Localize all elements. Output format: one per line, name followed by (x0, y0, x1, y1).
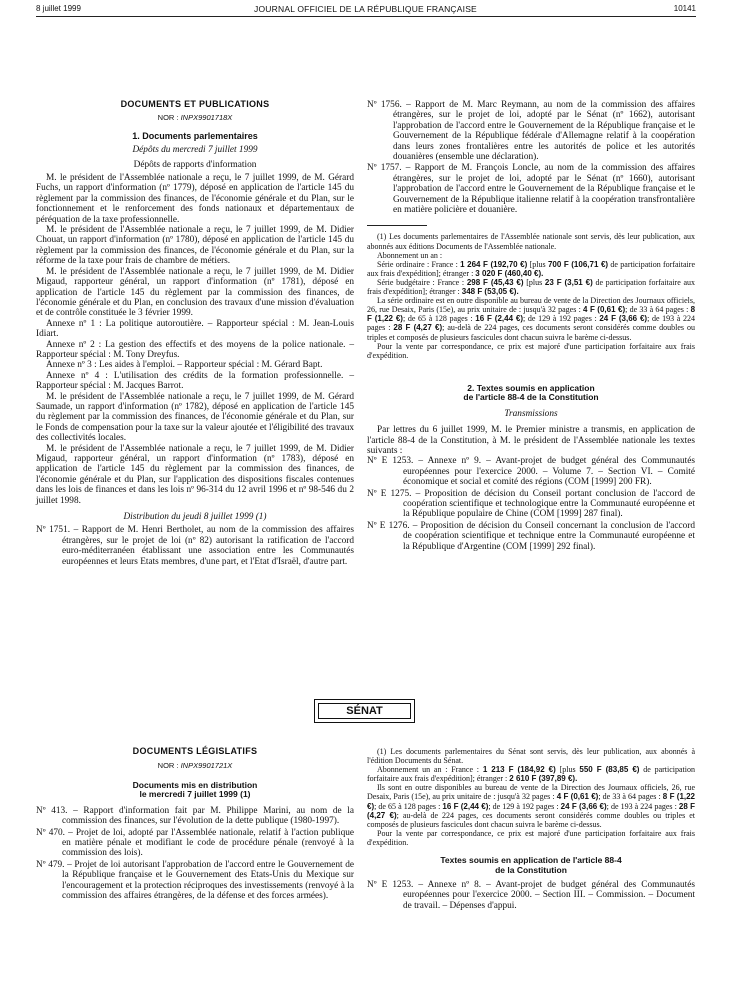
an-footnote: (1) Les documents parlementaires de l'Assemblée nationale sont servis, dès leur publication, aux abonnés aux éditions Documents de l'Assemblée nationale. Abonnement un an : Série ordinaire : France : 1 264 F (192,70 €) [plus 700 F (106,71 €) de participation forfaitaire aux frais d'expédition]; étranger : 3 020 F (460,40 €). Série budgétaire : France : 298 F (45,43 €) [plus 23 F (3,51 €) de participation forfaitaire aux frais d'expédition]; étranger : 348 F (53,05 €). La série ordinaire est en outre disponible au bureau de vente de la Direction des Journaux officiels, 26, rue Desaix, Paris (15e), au prix unitaire de : jusqu'à 32 pages : 4 F (0,61 €); de 33 à 64 pages : 8 F (1,22 €); de 65 à 128 pages : 16 F (2,44 €); de 129 à 192 pages : 24 F (3,66 €); de 193 à 224 pages : 28 F (4,27 €); au-delà de 224 pages, ces documents seront considérés comme doubles ou triples et composés de plusieurs fascicules dont chacun suivra le barème ci-dessus. Pour la vente par correspondance, ce prix est majoré d'une participation forfaitaire aux frais d'expédition. (367, 232, 696, 360)
senat-nor: NOR : INPX9901721X (157, 761, 233, 771)
transmissions-paragraph: Par lettres du 6 juillet 1999, M. le Premier ministre a transmis, en application de l'article 88-4 de la Constitution, à M. le président de l'Assemblée nationale les textes suivants : (367, 425, 695, 456)
senat-item: Nº 470. – Projet de loi, adopté par l'Assemblée nationale, relatif à l'action publique en matière pénale et modifiant le code de procédure pénale (renvoyé à la commission des lois). (36, 827, 354, 859)
header-date: 8 juillet 1999 (36, 4, 81, 13)
header-page-number: 10141 (673, 4, 696, 13)
an-distribution-date: Distribution du jeudi 8 juillet 1999 (1) (123, 512, 267, 523)
senat-transmission-item: Nº E 1253. – Annexe nº 8. – Avant-projet de budget général des Communautés européennes pour l'exercice 2000. – Section III. – Commission. – Document de travail. – Dépenses d'appui. (367, 880, 695, 911)
an-section-1-heading: 1. Documents parlementaires (132, 130, 258, 141)
senat-item: Nº 479. – Projet de loi autorisant l'approbation de l'accord entre le Gouvernement de la République française et le Gouvernement des Etats-Unis du Mexique sur l'encouragement et la protection réciproques des investissements (renvoyé à la commission des affaires étrangères, de la défense et des forces armées). (36, 859, 354, 902)
an-paragraph: M. le président de l'Assemblée nationale a reçu, le 7 juillet 1999, de M. Didier Chouat, un rapport d'information (nº 1780), déposé en application de l'article 145 du règlement par la commission des finances, de l'économie générale et du Plan, sur la réforme de la taxe pour frais de chambre de métiers. (36, 225, 354, 267)
senat-distribution-heading: Documents mis en distribution le mercredi 7 juillet 1999 (1) (132, 779, 258, 800)
senat-footnote: (1) Les documents parlementaires du Sénat sont servis, dès leur publication, aux abonnés à l'édition Documents du Sénat. Abonnement un an : France : 1 213 F (184,92 €) [plus 550 F (83,85 €) de participation forfaitaire aux frais d'expédition]; étranger : 2 610 F (397,89 €). Ils sont en outre disponibles au bureau de vente de la Direction des Journaux officiels, 26, rue Desaix, Paris (15e), au prix unitaire de : jusqu'à 32 pages : 4 F (0,61 €); de 33 à 64 pages : 8 F (1,22 €); de 65 à 128 pages : 16 F (2,44 €); de 129 à 192 pages : 24 F (3,66 €); de 193 à 224 pages : 28 F (4,27 €); au-delà de 224 pages, ces documents seront considérés comme doubles ou triples et composés de plusieurs fascicules dont chacun suivra le barème ci-dessus. Pour la vente par correspondance, ce prix est majoré d'une participation forfaitaire aux frais d'expédition. (367, 747, 696, 847)
senat-section-88-4-heading: Textes soumis en application de l'article 88-4 de la Constitution (440, 855, 622, 875)
header-rule (36, 16, 696, 17)
an-depot-date: Dépôts du mercredi 7 juillet 1999 (132, 145, 258, 156)
transmission-item: Nº E 1275. – Proposition de décision du Conseil portant conclusion de l'accord de coopération scientifique et technologique entre la Communauté européenne et la République populaire de Chine (COM [1999] 287 final). (367, 488, 696, 520)
an-title: DOCUMENTS ET PUBLICATIONS (120, 99, 270, 109)
an-paragraph: Annexe nº 2 : La gestion des effectifs et des moyens de la police nationale. – Rapporteur spécial : M. Tony Dreyfus. (36, 339, 354, 360)
an-paragraph: M. le président de l'Assemblée nationale a reçu, le 7 juillet 1999, de M. Didier Migaud, rapporteur général, un rapport d'information (nº 1783), déposé en application de l'article 145 du règlement par la commission des finances, de l'économie générale et du Plan, sur l'application des dispositions fiscales contenues dans les lois de finances et dans les lois nº 96-314 du 12 avril 1996 et nº 98-546 du 2 juillet 1998. (36, 443, 354, 506)
senat-right-column (367, 747, 695, 912)
distribution-item: Nº 1751. – Rapport de M. Henri Bertholet, au nom de la commission des affaires étrangères, sur le projet de loi (nº 82) autorisant la ratification de l'accord euro-méditerranéen établissant une association entre les Communautés européennes et leurs Etats membres, d'une part, et l'Etat d'Israël, d'autre part. (36, 525, 354, 567)
an-section-2-heading: 2. Textes soumis en application de l'article 88-4 de la Constitution (463, 382, 599, 403)
an-paragraph: Annexe nº 4 : L'utilisation des crédits de la formation professionnelle. – Rapporteur spécial : M. Jacques Barrot. (36, 370, 354, 392)
an-nor: NOR : INPX9901718X (157, 113, 233, 123)
transmission-item: Nº E 1253. – Annexe nº 9. – Avant-projet de budget général des Communautés européennes pour l'exercice 2000. – Volume 7. – Section VI. – Comité économique et social et comité des régions (COM [1999] 200 FR). (367, 456, 695, 488)
distribution-item: Nº 1757. – Rapport de M. François Loncle, au nom de la commission des affaires étrangères, sur le projet de loi, adopté par le Sénat (nº 1660), autorisant l'approbation de l'accord entre le Gouvernement de la République française et le Gouvernement de la République italienne relatif à la coopération transfrontalière en matière policière et douanière. (367, 163, 696, 216)
transmissions-heading: Transmissions (504, 408, 558, 419)
senat-item: Nº 413. – Rapport d'information fait par M. Philippe Marini, au nom de la commission des finances, sur l'évolution de la dette publique (1980-1997). (36, 805, 355, 827)
header-journal-title: JOURNAL OFFICIEL DE LA RÉPUBLIQUE FRANÇAISE (254, 4, 477, 14)
footnote-rule (367, 225, 427, 226)
senat-title: DOCUMENTS LÉGISLATIFS (132, 746, 258, 756)
senat-left-column (36, 746, 354, 902)
an-right-column (367, 100, 695, 553)
page-header (0, 0, 731, 17)
an-left-column (36, 99, 354, 568)
an-paragraph: M. le président de l'Assemblée nationale a reçu, le 7 juillet 1999, de M. Gérard Saumade, un rapport d'information (nº 1782), déposé en application de l'article 145 du règlement par la commission des finances, de l'économie générale et du Plan, sur le Fonds de compensation pour la taxe sur la valeur ajoutée et l'éligibilité des travaux des collectivités locales. (36, 391, 354, 444)
an-paragraph: Annexe nº 1 : La politique autoroutière. – Rapporteur spécial : M. Jean-Louis Idiart. (36, 318, 354, 340)
an-paragraph: M. le président de l'Assemblée nationale a reçu, le 7 juillet 1999, de M. Didier Migaud, rapporteur général, un rapport d'information (nº 1781), déposé en application de l'article 145 du règlement par la commission des finances, de l'économie générale et du Plan, en conclusion des travaux d'une mission d'évaluation et de contrôle constituée le 3 février 1999. (36, 266, 354, 319)
transmission-item: Nº E 1276. – Proposition de décision du Conseil concernant la conclusion de l'accord de coopération scientifique et technique entre la Communauté européenne et la République d'Argentine (COM [1999] 292 final). (367, 520, 695, 552)
distribution-item: Nº 1756. – Rapport de M. Marc Reymann, au nom de la commission des affaires étrangères, sur le projet de loi, adopté par le Sénat (nº 1662), autorisant l'approbation de l'accord entre le Gouvernement de la République française et le Gouvernement de la République fédérale d'Allemagne relatif à la coopération dans leurs zones frontalières entre les autorités de police et les autorités douanières (ensemble une déclaration). (367, 100, 695, 163)
an-depot-subtitle: Dépôts de rapports d'information (133, 159, 257, 170)
an-paragraph: M. le président de l'Assemblée nationale a reçu, le 7 juillet 1999, de M. Gérard Fuchs, un rapport d'information (nº 1779), déposé en application de l'article 145 du règlement par la commission des finances, de l'économie générale et du Plan, sur le fonctionnement et le renforcement des fonds nationaux et départementaux de péréquation de la taxe professionnelle. (36, 173, 354, 225)
an-paragraph: Annexe nº 3 : Les aides à l'emploi. – Rapporteur spécial : M. Gérard Bapt. (46, 360, 323, 371)
senat-heading-box: SÉNAT (314, 699, 415, 723)
